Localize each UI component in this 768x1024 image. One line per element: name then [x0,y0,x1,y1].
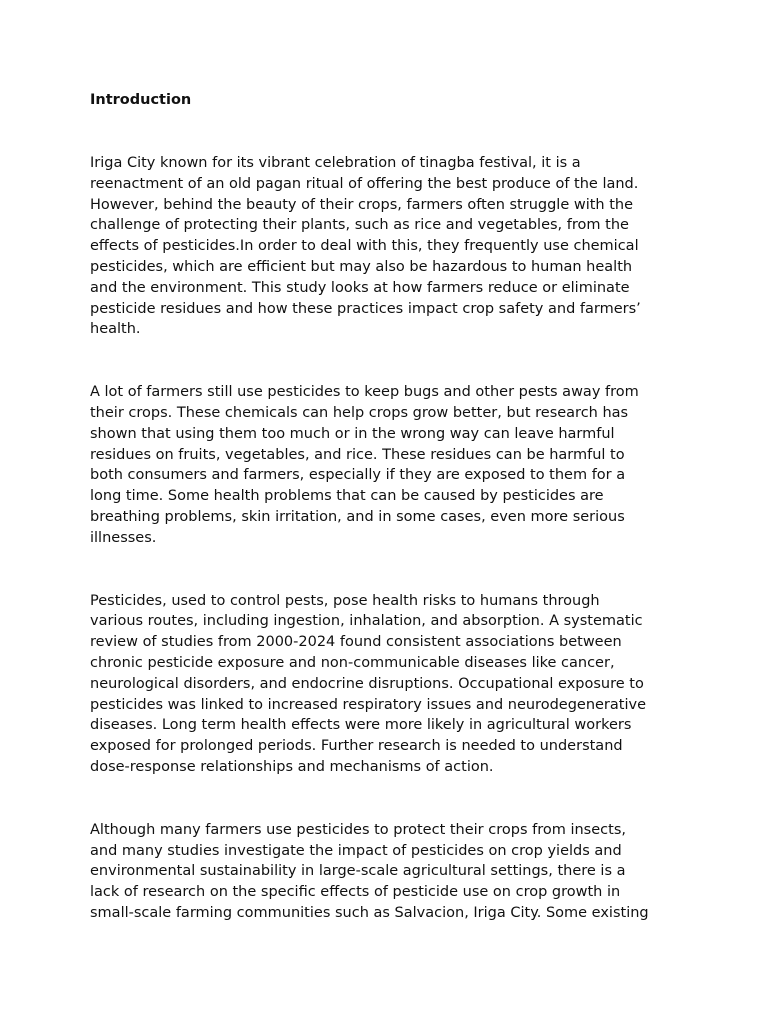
paragraph-line: reenactment of an old pagan ritual of offering the best produce of the land. [90,175,639,192]
paragraph-line: A lot of farmers still use pesticides to keep bugs and other pests away from [90,384,639,401]
paragraph-line: effects of pesticides.In order to deal with this, they frequently use chemical [90,238,639,255]
paragraph-line: various routes, including ingestion, inhalation, and absorption. A systematic [90,613,643,630]
paragraph-line: dose-response relationships and mechanisms of action. [90,758,494,775]
paragraph-line: chronic pesticide exposure and non-communicable diseases like cancer, [90,654,615,671]
paragraph-4 [90,820,690,924]
paragraph-line: lack of research on the specific effects of pesticide use on crop growth in [90,884,621,901]
paragraph-line: and the environment. This study looks at how farmers reduce or eliminate [90,279,630,296]
paragraph-line: their crops. These chemicals can help crops grow better, but research has [90,404,629,421]
paragraph-line: residues on fruits, vegetables, and rice. These residues can be harmful to [90,446,625,463]
paragraph-line: review of studies from 2000-2024 found consistent associations between [90,634,622,651]
paragraph-line: environmental sustainability in large-scale agricultural settings, there is a [90,863,626,880]
paragraph-line: challenge of protecting their plants, such as rice and vegetables, from the [90,217,629,234]
section-heading: Introduction [90,92,192,108]
paragraph-2 [90,382,690,548]
paragraph-line: illnesses. [90,529,157,546]
paragraph-line: shown that using them too much or in the wrong way can leave harmful [90,425,615,442]
paragraph-line: pesticides was linked to increased respiratory issues and neurodegenerative [90,696,646,713]
paragraph-line: diseases. Long term health effects were more likely in agricultural workers [90,717,632,734]
paragraph-line: Pesticides, used to control pests, pose health risks to humans through [90,592,600,609]
paragraph-line: pesticide residues and how these practices impact crop safety and farmers’ [90,300,641,317]
paragraph-line: Although many farmers use pesticides to protect their crops from insects, [90,821,626,838]
document-page [90,90,690,966]
paragraph-line: long time. Some health problems that can be caused by pesticides are [90,488,604,505]
paragraph-line: and many studies investigate the impact of pesticides on crop yields and [90,842,622,859]
paragraph-line: both consumers and farmers, especially if they are exposed to them for a [90,467,626,484]
paragraph-line: pesticides, which are efficient but may also be hazardous to human health [90,258,633,275]
paragraph-line: Iriga City known for its vibrant celebration of tinagba festival, it is a [90,155,581,171]
paragraph-3 [90,591,690,778]
paragraph-line: small-scale farming communities such as Salvacion, Iriga City. Some existing [90,904,649,921]
paragraph-1 [90,153,690,340]
paragraph-line: neurological disorders, and endocrine disruptions. Occupational exposure to [90,675,644,692]
paragraph-line: health. [90,321,141,338]
paragraph-line: breathing problems, skin irritation, and in some cases, even more serious [90,508,625,525]
paragraph-line: exposed for prolonged periods. Further research is needed to understand [90,738,623,755]
paragraph-line: However, behind the beauty of their crops, farmers often struggle with the [90,196,634,213]
